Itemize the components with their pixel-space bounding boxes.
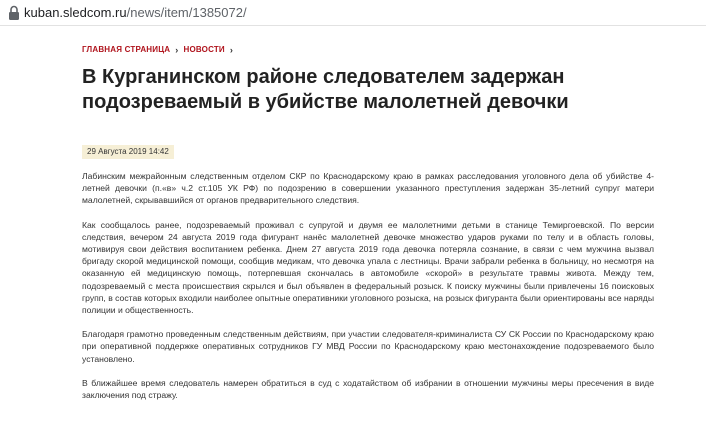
chevron-right-icon: › xyxy=(175,45,179,55)
article-paragraph: Как сообщалось ранее, подозреваемый проживал с супругой и двумя ее малолетними детьми в станице Темиргоевской. По версии следствия, вечером 24 августа 2019 года фигурант нанёс малолетней девочке множество ударов руками по телу и в область головы, мотивируя свои действия воспитанием ребенка. Днем 27 августа 2019 года девочка потеряла сознание, в связи с чем мужчина вызвал бригаду скорой медицинской помощи, сообщив медикам, что девочка упала с лестницы. Врачи забрали ребенка в больницу, но несмотря на оказанную ей медицинскую помощь, потерпевшая скончалась в автомобиле «скорой» в результате травмы живота. Между тем, подозреваемый с места происшествия скрылся и был объявлен в федеральный розыск. К поиску мужчины были привлечены 16 поисковых групп, в состав которых входили наиболее опытные оперативники уголовного розыска, на розыск фигуранта были ориентированы все наряды полиции и общественность. xyxy=(82,219,654,316)
url-host: kuban.sledcom.ru xyxy=(24,5,127,20)
breadcrumb-home-link[interactable]: ГЛАВНАЯ СТРАНИЦА xyxy=(82,45,171,54)
browser-address-bar[interactable] xyxy=(0,0,706,26)
article-paragraph: В ближайшее время следователь намерен обратиться в суд с ходатайством об избрании в отношении мужчины меры пресечения в виде заключения под стражу. xyxy=(82,377,654,401)
article-body xyxy=(82,170,654,413)
lock-icon[interactable] xyxy=(7,5,21,21)
page-title: В Курганинском районе следователем задержан подозреваемый в убийстве малолетней девочки xyxy=(82,66,569,113)
breadcrumb xyxy=(82,45,238,55)
article-date: 29 Августа 2019 14:42 xyxy=(82,145,174,159)
article-paragraph: Лабинским межрайонным следственным отделом СКР по Краснодарскому краю в рамках расследования уголовного дела об убийстве 4-летней девочки (п.«в» ч.2 ст.105 УК РФ) по подозрению в совершении указанного преступления задержан 35-летний супруг матери малолетней, скрывавшийся от органов предварительного следствия. xyxy=(82,171,654,206)
url-path: /news/item/1385072/ xyxy=(126,5,247,20)
chevron-right-icon: › xyxy=(229,45,234,55)
breadcrumb-news-link[interactable]: НОВОСТИ xyxy=(183,45,225,54)
url-text[interactable] xyxy=(24,5,247,21)
article-paragraph: Благодаря грамотно проведенным следственным действиям, при участии следователя-криминалиста СУ СК России по Краснодарскому краю при оперативной поддержке оперативных сотрудников ГУ МВД России по Краснодарскому краю местонахождение подозреваемого было установлено. xyxy=(82,329,654,364)
